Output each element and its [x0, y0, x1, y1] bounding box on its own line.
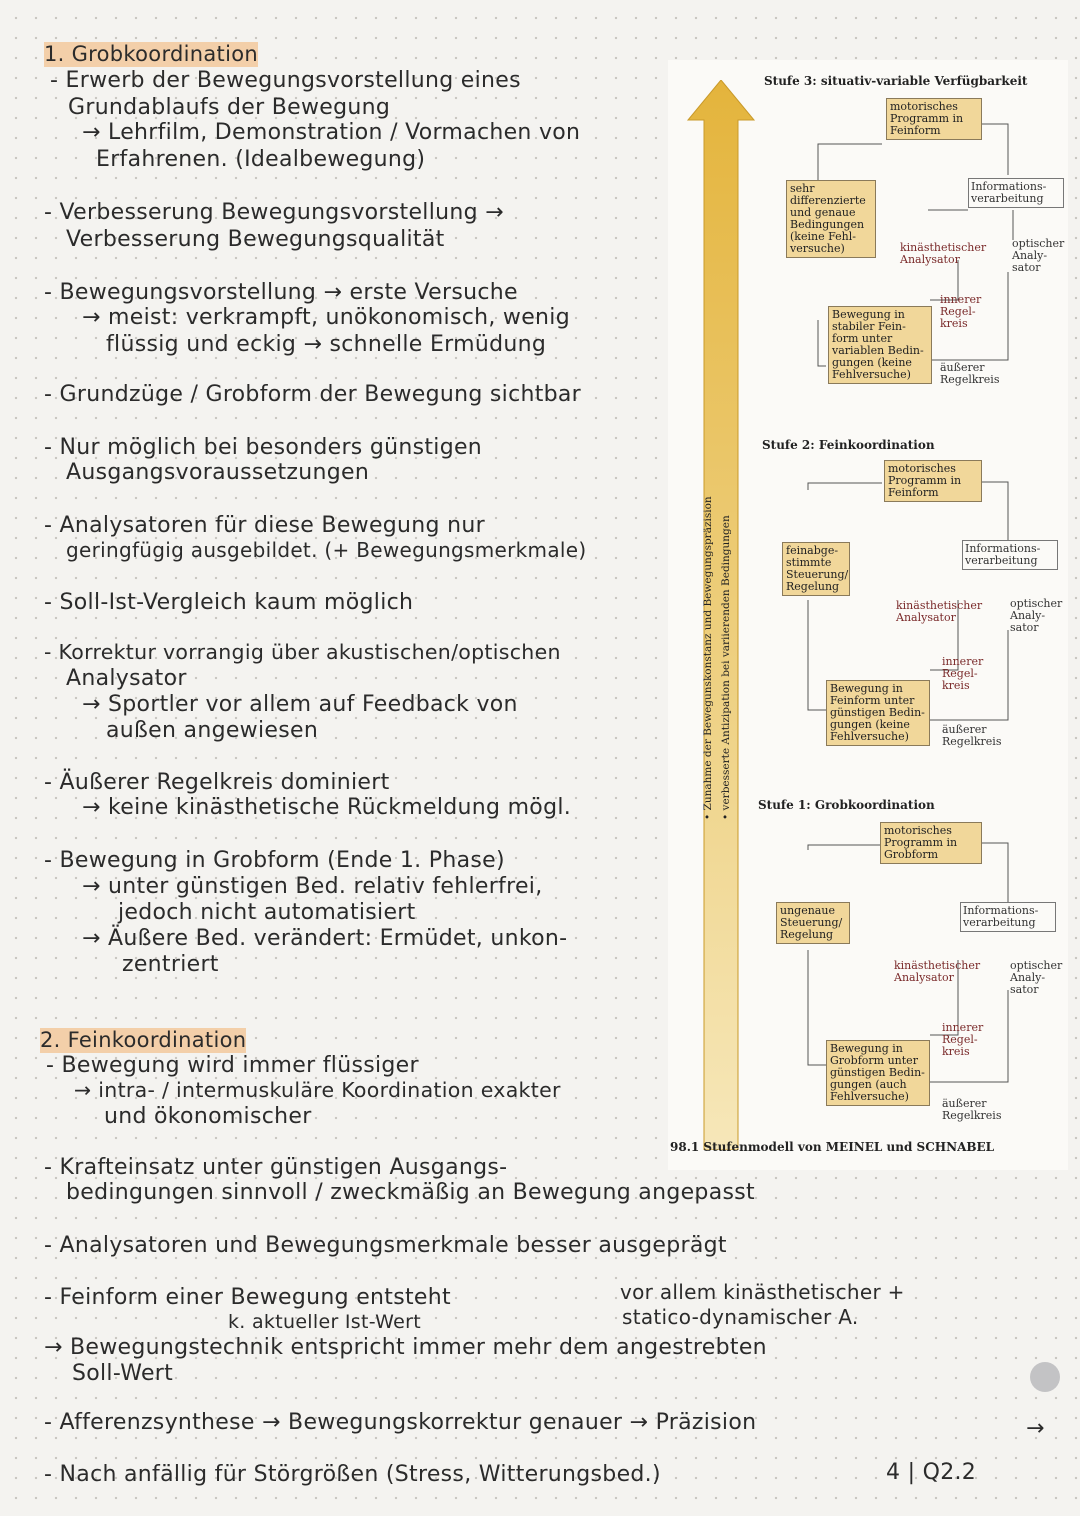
note-line: → unter günstigen Bed. relativ fehlerfrei, — [82, 874, 543, 899]
vertical-label-1: • Zunahme der Bewegunskonstanz und Bewegungspräzision — [702, 496, 714, 820]
stage2-movement-box: Bewegung in Feinform unter günstigen Bedin-gungen (keine Fehlversuche) — [826, 680, 930, 746]
note-line: Erfahrenen. (Idealbewegung) — [96, 147, 426, 172]
stage3-movement-box: Bewegung in stabiler Fein-form unter variablen Bedin-gungen (keine Fehlversuche) — [828, 306, 932, 384]
stage2-kin-label: kinästhetischer Analysator — [896, 599, 983, 624]
stage1-info-label: Informations-verarbeitung — [960, 902, 1056, 932]
note-line: - Soll-Ist-Vergleich kaum möglich — [44, 590, 414, 615]
note-line: Verbesserung Bewegungsqualität — [66, 227, 445, 252]
note-line: - Afferenzsynthese → Bewegungskorrektur genauer → Präzision — [44, 1410, 757, 1435]
note-line: - Analysatoren für diese Bewegung nur — [44, 513, 485, 538]
note-line: - Analysatoren und Bewegungsmerkmale besser ausgeprägt — [44, 1233, 727, 1258]
stage2-program-box: motorisches Programm in Feinform — [884, 460, 982, 502]
note-line: bedingungen sinnvoll / zweckmäßig an Bewegung angepasst — [66, 1180, 755, 1205]
grey-dot-mark — [1030, 1362, 1060, 1392]
note-line: und ökonomischer — [104, 1104, 312, 1129]
note-line: Ausgangsvoraussetzungen — [66, 460, 370, 485]
stage2-inner-label: innerer Regel-kreis — [942, 655, 984, 692]
stage3-outer-label: äußerer Regelkreis — [940, 361, 1000, 386]
figure-caption: 98.1 Stufenmodell von MEINEL und SCHNABEL — [670, 1140, 995, 1154]
stage3-program-box: motorisches Programm in Feinform — [886, 98, 982, 140]
stufenmodell-figure — [668, 60, 1068, 1170]
stage3-opt-label: optischer Analy-sator — [1012, 237, 1065, 274]
stage2-title: Stufe 2: Feinkoordination — [762, 438, 935, 452]
vertical-label-2: • verbesserte Antizipation bei variierenden Bedingungen — [720, 515, 732, 820]
note-line: Grundablaufs der Bewegung — [68, 95, 391, 120]
note-line: geringfügig ausgebildet. (+ Bewegungsmerkmale) — [66, 538, 587, 562]
note-line: jedoch nicht automatisiert — [118, 900, 416, 925]
note-line: - Feinform einer Bewegung entsteht — [44, 1285, 451, 1310]
note-line: → Lehrfilm, Demonstration / Vormachen von — [82, 120, 581, 145]
stage1-title: Stufe 1: Grobkoordination — [758, 798, 935, 812]
page-number: 4 | Q2.2 — [886, 1460, 977, 1485]
note-line: Soll-Wert — [72, 1361, 174, 1386]
section-title-feinkoordination: 2. Feinkoordination — [40, 1028, 247, 1052]
note-line: vor allem kinästhetischer + — [620, 1280, 905, 1304]
note-line: - Äußerer Regelkreis dominiert — [44, 770, 390, 795]
note-line: → meist: verkrampft, unökonomisch, wenig — [82, 305, 570, 330]
note-line: - Korrektur vorrangig über akustischen/optischen — [44, 640, 561, 664]
stage2-info-label: Informations-verarbeitung — [962, 540, 1058, 570]
stage2-opt-label: optischer Analy-sator — [1010, 597, 1063, 634]
stage3-conditions-box: sehr differenzierte und genaue Bedingungen (keine Fehl-versuche) — [786, 180, 876, 258]
note-line: zentriert — [122, 952, 219, 977]
note-line: - Verbesserung Bewegungsvorstellung → — [44, 200, 504, 225]
note-line: - Bewegung wird immer flüssiger — [46, 1053, 419, 1078]
stage3-info-label: Informations-verarbeitung — [968, 178, 1064, 208]
stage1-kin-label: kinästhetischer Analysator — [894, 959, 981, 984]
next-page-arrow: → — [1026, 1416, 1045, 1441]
stage3-kin-label: kinästhetischer Analysator — [900, 241, 987, 266]
note-line: → Sportler vor allem auf Feedback von — [82, 692, 518, 717]
stage1-movement-box: Bewegung in Grobform unter günstigen Bedin-gungen (auch Fehlversuche) — [826, 1040, 930, 1106]
note-line: außen angewiesen — [106, 718, 319, 743]
note-line: - Erwerb der Bewegungsvorstellung eines — [50, 68, 521, 93]
note-line: - Bewegungsvorstellung → erste Versuche — [44, 280, 518, 305]
note-line: statico-dynamischer A. — [622, 1305, 859, 1329]
note-line: → Bewegungstechnik entspricht immer mehr dem angestrebten — [44, 1335, 767, 1360]
stage3-inner-label: innerer Regel-kreis — [940, 293, 982, 330]
stage2-outer-label: äußerer Regelkreis — [942, 723, 1002, 748]
section-title-grobkoordination: 1. Grobkoordination — [44, 42, 258, 66]
note-line: - Nach anfällig für Störgrößen (Stress, Witterungsbed.) — [44, 1462, 661, 1487]
note-line: → Äußere Bed. verändert: Ermüdet, unkon- — [82, 926, 568, 951]
note-line: flüssig und eckig → schnelle Ermüdung — [106, 332, 547, 357]
stage1-outer-label: äußerer Regelkreis — [942, 1097, 1002, 1122]
note-line: - Grundzüge / Grobform der Bewegung sichtbar — [44, 382, 582, 407]
stage3-title: Stufe 3: situativ-variable Verfügbarkeit — [764, 74, 1028, 88]
note-line: → keine kinästhetische Rückmeldung mögl. — [82, 795, 572, 820]
note-line: k. aktueller Ist-Wert — [228, 1311, 421, 1333]
note-line: Analysator — [66, 666, 187, 691]
stage1-program-box: motorisches Programm in Grobform — [880, 822, 982, 864]
note-line: - Nur möglich bei besonders günstigen — [44, 435, 483, 460]
stage1-control-box: ungenaue Steuerung/ Regelung — [776, 902, 850, 944]
note-line: - Krafteinsatz unter günstigen Ausgangs- — [44, 1155, 508, 1180]
stage1-opt-label: optischer Analy-sator — [1010, 959, 1063, 996]
note-line: - Bewegung in Grobform (Ende 1. Phase) — [44, 848, 505, 873]
stage2-control-box: feinabge-stimmte Steuerung/ Regelung — [782, 542, 850, 596]
note-line: → intra- / intermuskuläre Koordination exakter — [74, 1078, 561, 1102]
stage1-inner-label: innerer Regel-kreis — [942, 1021, 984, 1058]
